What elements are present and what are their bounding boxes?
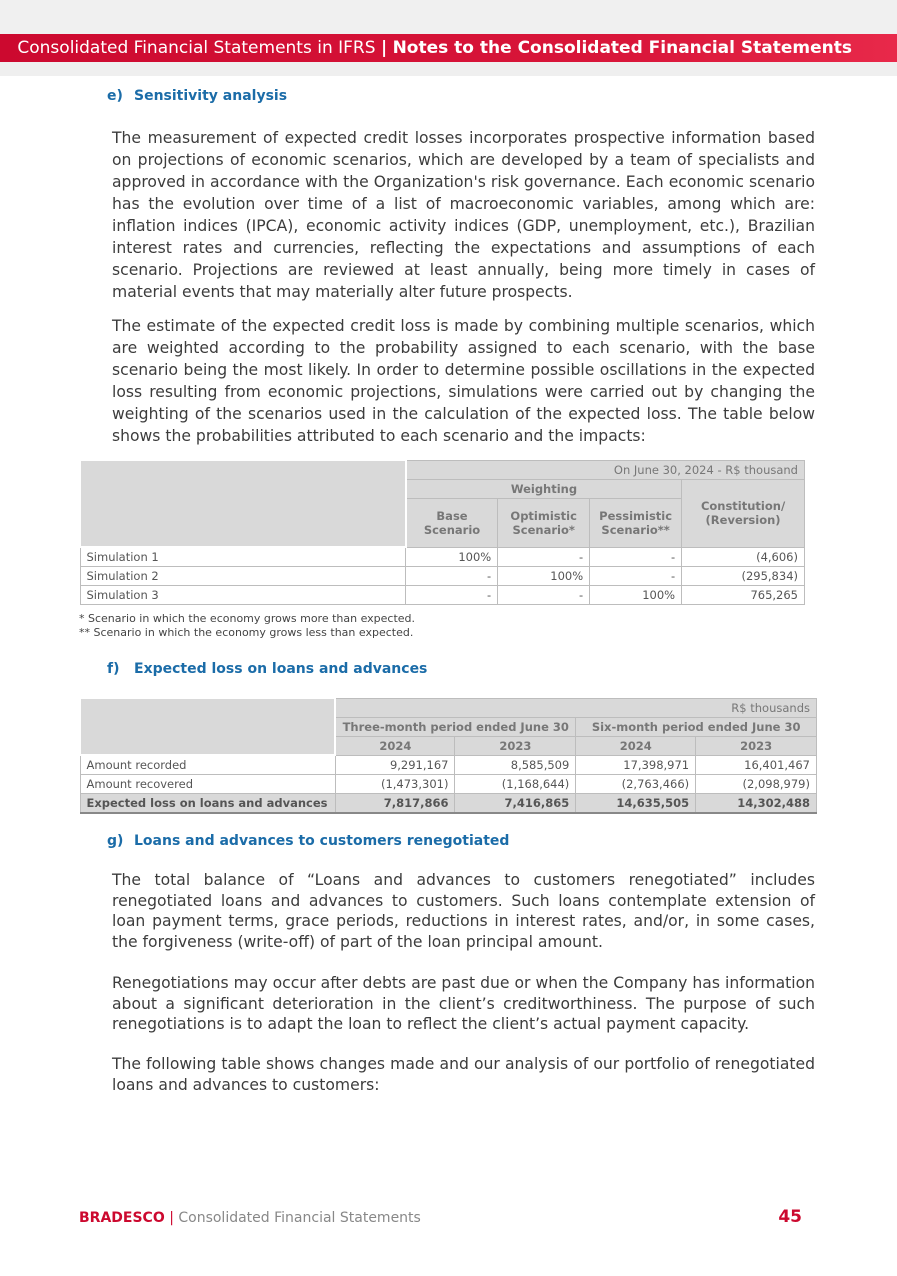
table2-group-six-month: Six-month period ended June 30 [576, 717, 817, 736]
table1-col-base: Base Scenario [406, 498, 498, 547]
total-cell: 14,635,505 [576, 794, 696, 814]
cell-constitution: (295,834) [682, 567, 805, 586]
page-number: 45 [778, 1207, 802, 1227]
table2-units: R$ thousands [335, 698, 816, 717]
table-row [80, 567, 805, 586]
table1-date-caption: On June 30, 2024 - R$ thousand [406, 460, 805, 479]
section-g-letter: g) [107, 833, 124, 849]
section-g-title: Loans and advances to customers renegotiated [134, 833, 510, 849]
total-cell: 14,302,488 [696, 794, 817, 814]
cell-constitution: (4,606) [682, 547, 805, 567]
header-left: Consolidated Financial Statements in IFRS [17, 38, 376, 58]
table2-year: 2023 [696, 736, 817, 755]
section-g-paragraph-1: The total balance of “Loans and advances to customers renegotiated” includes renegotiated loans and advances to customers. Such loans contemplate extension of loan payment terms, grace periods, reductions in interest rates, and/or, in some cases, the forgiveness (write-off) of part of the loan principal amount. [112, 871, 815, 951]
cell-pessimistic: - [590, 547, 682, 567]
table-cell: (1,168,644) [455, 775, 576, 794]
cell-optimistic: - [498, 586, 590, 605]
row-label: Simulation 2 [80, 567, 406, 586]
row-label: Amount recovered [80, 775, 335, 794]
total-cell: 7,416,865 [455, 794, 576, 814]
table1-corner [80, 460, 406, 547]
section-e-title: Sensitivity analysis [134, 88, 288, 104]
section-f-letter: f) [107, 661, 120, 677]
table-cell: 8,585,509 [455, 755, 576, 775]
total-label: Expected loss on loans and advances [80, 794, 335, 814]
section-e-paragraph-1: The measurement of expected credit losses incorporates prospective information based on projections of economic scenarios, which are developed by a team of specialists and approved in accordance with the Organization's risk governance. Each economic scenario has the evolution over time of a list of macroeconomic variables, among which are: inflation indices (IPCA), economic activity indices (GDP, unemployment, etc.), Brazilian interest rates and currencies, reflecting the expectations and assumptions of each scenario. Projections are reviewed at least annually, being more timely in cases of material events that may materially alter future prospects. [112, 129, 815, 301]
table-cell: (2,763,466) [576, 775, 696, 794]
table1-col-optimistic: Optimistic Scenario* [498, 498, 590, 547]
cell-pessimistic: 100% [590, 586, 682, 605]
row-label: Simulation 1 [80, 547, 406, 567]
row-label: Simulation 3 [80, 586, 406, 605]
header-gray-bar [0, 62, 897, 76]
table1-footnote-1: * Scenario in which the economy grows more than expected. [79, 612, 416, 625]
cell-constitution: 765,265 [682, 586, 805, 605]
cell-pessimistic: - [590, 567, 682, 586]
header-separator: | [380, 38, 388, 58]
expected-loss-table [79, 697, 817, 814]
table-cell: 9,291,167 [335, 755, 455, 775]
table1-weighting-header: Weighting [406, 479, 682, 498]
table2-group-three-month: Three-month period ended June 30 [335, 717, 576, 736]
cell-base: 100% [406, 547, 498, 567]
table2-corner [80, 698, 335, 755]
section-g-heading [107, 833, 509, 849]
table2-year: 2023 [455, 736, 576, 755]
top-margin [0, 0, 897, 34]
footer-text: Consolidated Financial Statements [178, 1210, 421, 1226]
total-cell: 7,817,866 [335, 794, 455, 814]
cell-base: - [406, 586, 498, 605]
table-row [80, 755, 817, 775]
header-right: Notes to the Consolidated Financial Statements [392, 38, 852, 58]
table-row [80, 547, 805, 567]
section-g-paragraph-3: The following table shows changes made and our analysis of our portfolio of renegotiated loans and advances to customers: [112, 1055, 815, 1094]
row-label: Amount recorded [80, 755, 335, 775]
table-cell: (2,098,979) [696, 775, 817, 794]
page-header-banner [0, 34, 897, 62]
table1-col-constitution: Constitution/ (Reversion) [682, 479, 805, 547]
section-f-heading [107, 661, 427, 677]
table-cell: 17,398,971 [576, 755, 696, 775]
sensitivity-table [79, 459, 805, 605]
table-row [80, 775, 817, 794]
table2-year: 2024 [335, 736, 455, 755]
table-total-row [80, 794, 817, 814]
table2-year: 2024 [576, 736, 696, 755]
cell-optimistic: 100% [498, 567, 590, 586]
table-row [80, 586, 805, 605]
page-footer [79, 1210, 421, 1226]
table-cell: (1,473,301) [335, 775, 455, 794]
table-cell: 16,401,467 [696, 755, 817, 775]
section-e-heading [107, 88, 287, 104]
section-f-title: Expected loss on loans and advances [134, 661, 428, 677]
cell-base: - [406, 567, 498, 586]
table1-footnote-2: ** Scenario in which the economy grows less than expected. [79, 626, 414, 639]
footer-brand: BRADESCO [79, 1210, 165, 1226]
section-e-paragraph-2: The estimate of the expected credit loss is made by combining multiple scenarios, which are weighted according to the probability assigned to each scenario, with the base scenario being the most likely. In order to determine possible oscillations in the expected loss resulting from economic projections, simulations were carried out by changing the weighting of the scenarios used in the calculation of the expected loss. The table below shows the probabilities attributed to each scenario and the impacts: [112, 317, 815, 445]
cell-optimistic: - [498, 547, 590, 567]
section-g-paragraph-2: Renegotiations may occur after debts are past due or when the Company has information about a significant deterioration in the client’s creditworthiness. The purpose of such renegotiations is to adapt the loan to reflect the client’s actual payment capacity. [112, 974, 815, 1033]
section-e-letter: e) [107, 88, 123, 104]
footer-separator: | [169, 1210, 174, 1226]
table1-col-pessimistic: Pessimistic Scenario** [590, 498, 682, 547]
